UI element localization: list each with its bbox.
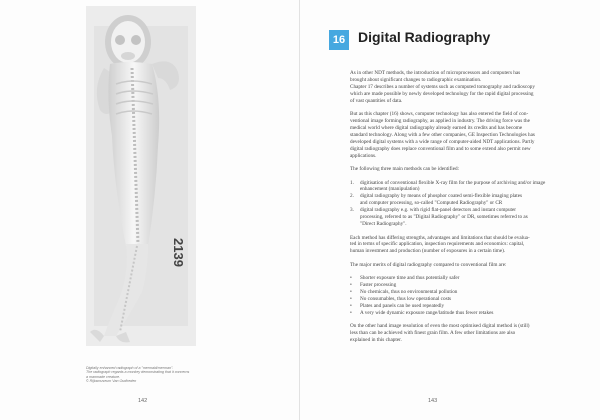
methods-list: [350, 180, 588, 228]
merits-list: [350, 275, 588, 316]
list-item: [350, 207, 588, 228]
list-item: [350, 193, 588, 207]
paragraph-evaluation: [350, 235, 588, 256]
list-item: [350, 180, 588, 194]
list-item-text: Faster processing: [360, 282, 397, 289]
caption-line: Digitally enhanced radiograph of a "mermaid/merman".: [86, 366, 174, 370]
text-line: "Direct Radiography".: [360, 221, 407, 227]
mermaid-radiograph-image: [86, 6, 196, 346]
text-line: processing, referred to as "Digital Radiography" or DR, sometimes referred to as: [360, 214, 528, 221]
text-line: less than can be achieved with finest grain film. A few other limitations are also: [350, 330, 516, 337]
list-item: [350, 296, 588, 303]
text-line: human investment and production (number of exposures in a certain time).: [350, 248, 506, 255]
text-line: digitisation of conventional flexible X-ray film for the purpose of archiving and/or image: [360, 179, 546, 186]
radiograph-figure: [86, 6, 196, 346]
text-line: Chapter 17 describes a number of systems such as computed tomography and radioscopy: [350, 83, 535, 90]
caption-line: a manmade creature.: [86, 374, 121, 379]
paragraph-context: [350, 111, 588, 159]
paragraph-merits-intro: The major merits of digital radiography compared to conventional film are:: [350, 261, 507, 268]
text-line: brought about significant changes to radiographic examination.: [350, 76, 482, 83]
text-line: developed digital systems with a wide range of computer-aided NDT applications. Partly: [350, 138, 535, 145]
text-line: digital radiography e.g. with rigid flat-panel detectors and instant computer: [360, 207, 517, 214]
list-item: [350, 310, 588, 317]
chapter-number-badge: 16: [329, 30, 349, 50]
list-number: 3.: [350, 207, 354, 214]
caption-line: The radiograph regards a monkey demonstrating that it concerns: [86, 370, 190, 375]
paragraph-limitations: [350, 323, 588, 344]
list-item-text: Plates and panels can be used repeatedly: [360, 302, 445, 309]
left-page: [0, 0, 299, 420]
bullet-icon: •: [350, 275, 352, 282]
list-item: [350, 282, 588, 289]
list-item: [350, 303, 588, 310]
text-line: ventional image forming radiography, as applied in industry. The driving force was the: [350, 118, 530, 125]
chapter-body: [350, 70, 588, 351]
list-item: [350, 275, 588, 282]
bullet-icon: •: [350, 282, 352, 289]
text-line: which are made possible by newly developed technology for the rapid digital processing: [350, 90, 534, 97]
chapter-title: Digital Radiography: [358, 29, 491, 45]
text-line: and computer processing, so-called "Computed Radiography" or CR: [360, 200, 503, 207]
text-line: applications.: [350, 152, 377, 159]
figure-caption: [86, 366, 216, 383]
bullet-icon: •: [350, 296, 352, 303]
list-item: [350, 289, 588, 296]
paragraph-intro: [350, 70, 588, 105]
text-line: digital radiography does replace conventional film and to some extend also permit new: [350, 145, 531, 152]
list-item-text: No chemicals, thus no environmental pollution: [360, 289, 458, 296]
paragraph-methods-intro: The following three main methods can be identified:: [350, 166, 460, 173]
list-item-text: A very wide dynamic exposure range/latitude thus fewer retakes: [360, 309, 494, 316]
text-line: standard technology. Along with a few other companies, GE Inspection Technologies has: [350, 131, 535, 138]
list-number: 2.: [350, 193, 354, 200]
right-page-number: 143: [428, 398, 438, 404]
left-page-number: 142: [138, 398, 148, 404]
bullet-icon: •: [350, 309, 352, 316]
bullet-icon: •: [350, 289, 352, 296]
text-line: explained in this chapter.: [350, 337, 402, 344]
list-number: 1.: [350, 179, 354, 186]
text-line: On the other hand image resolution of even the most optimised digital method is (still): [350, 323, 530, 330]
text-line: ted in terms of specific application, inspection requirements and economics: capital,: [350, 241, 525, 248]
text-line: of vast quantities of data.: [350, 97, 403, 104]
text-line: Each method has differing strengths, advantages and limitations that should be evalua-: [350, 234, 530, 241]
figure-label: 2139: [171, 238, 186, 267]
bullet-icon: •: [350, 302, 352, 309]
caption-line: © Rijksmuseum Van Oudheden: [86, 378, 137, 383]
text-line: But as this chapter (16) shows, computer technology has also entered the field of con-: [350, 111, 529, 118]
list-item-text: Shorter exposure time and thus potentially safer: [360, 275, 460, 282]
text-line: medical world where digital radiography already earned its credits and has become: [350, 124, 523, 131]
text-line: digital radiography by means of phosphor coated semi-flexible imaging plates: [360, 193, 523, 200]
list-item-text: No consumables, thus low operational costs: [360, 296, 452, 303]
text-line: enhancement (manipulation): [360, 186, 420, 193]
text-line: As in other NDT methods, the introduction of microprocessors and computers has: [350, 70, 521, 76]
